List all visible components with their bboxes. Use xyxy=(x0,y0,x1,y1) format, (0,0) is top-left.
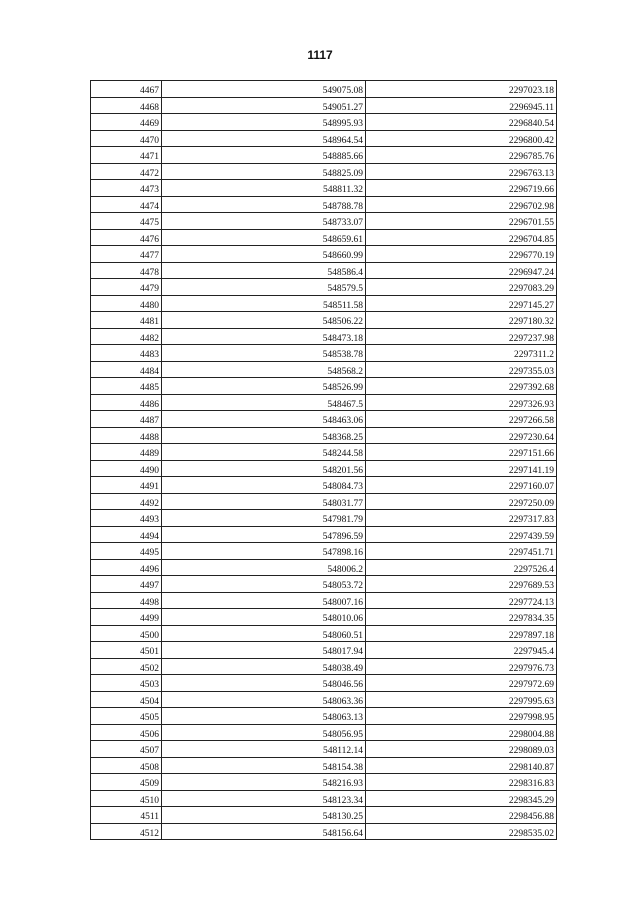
table-row xyxy=(91,757,557,774)
x-coordinate-cell: 548046.56 xyxy=(162,675,366,692)
point-number-cell: 4483 xyxy=(91,345,162,362)
point-number-cell: 4487 xyxy=(91,411,162,428)
x-coordinate-cell: 548506.22 xyxy=(162,312,366,329)
table-row xyxy=(91,262,557,279)
point-number-cell: 4512 xyxy=(91,823,162,840)
table-row xyxy=(91,328,557,345)
y-coordinate-cell: 2296702.98 xyxy=(366,196,557,213)
y-coordinate-cell: 2297834.35 xyxy=(366,609,557,626)
table-row xyxy=(91,81,557,98)
point-number-cell: 4502 xyxy=(91,658,162,675)
table-row xyxy=(91,180,557,197)
x-coordinate-cell: 548156.64 xyxy=(162,823,366,840)
point-number-cell: 4482 xyxy=(91,328,162,345)
y-coordinate-cell: 2296947.24 xyxy=(366,262,557,279)
point-number-cell: 4484 xyxy=(91,361,162,378)
point-number-cell: 4477 xyxy=(91,246,162,263)
x-coordinate-cell: 548659.61 xyxy=(162,229,366,246)
point-number-cell: 4500 xyxy=(91,625,162,642)
y-coordinate-cell: 2297451.71 xyxy=(366,543,557,560)
table-row xyxy=(91,708,557,725)
point-number-cell: 4503 xyxy=(91,675,162,692)
table-row xyxy=(91,807,557,824)
point-number-cell: 4485 xyxy=(91,378,162,395)
point-number-cell: 4473 xyxy=(91,180,162,197)
x-coordinate-cell: 548201.56 xyxy=(162,460,366,477)
y-coordinate-cell: 2298004.88 xyxy=(366,724,557,741)
point-number-cell: 4488 xyxy=(91,427,162,444)
x-coordinate-cell: 548010.06 xyxy=(162,609,366,626)
point-number-cell: 4475 xyxy=(91,213,162,230)
y-coordinate-cell: 2297976.73 xyxy=(366,658,557,675)
table-row xyxy=(91,114,557,131)
point-number-cell: 4508 xyxy=(91,757,162,774)
point-number-cell: 4479 xyxy=(91,279,162,296)
table-row xyxy=(91,246,557,263)
x-coordinate-cell: 548154.38 xyxy=(162,757,366,774)
x-coordinate-cell: 547898.16 xyxy=(162,543,366,560)
y-coordinate-cell: 2298316.83 xyxy=(366,774,557,791)
x-coordinate-cell: 547981.79 xyxy=(162,510,366,527)
table-row xyxy=(91,427,557,444)
point-number-cell: 4493 xyxy=(91,510,162,527)
y-coordinate-cell: 2297439.59 xyxy=(366,526,557,543)
point-number-cell: 4498 xyxy=(91,592,162,609)
table-row xyxy=(91,691,557,708)
x-coordinate-cell: 548538.78 xyxy=(162,345,366,362)
x-coordinate-cell: 548063.36 xyxy=(162,691,366,708)
y-coordinate-cell: 2297972.69 xyxy=(366,675,557,692)
x-coordinate-cell: 548063.13 xyxy=(162,708,366,725)
table-row xyxy=(91,576,557,593)
y-coordinate-cell: 2296840.54 xyxy=(366,114,557,131)
y-coordinate-cell: 2296785.76 xyxy=(366,147,557,164)
x-coordinate-cell: 549051.27 xyxy=(162,97,366,114)
point-number-cell: 4495 xyxy=(91,543,162,560)
x-coordinate-cell: 548825.09 xyxy=(162,163,366,180)
table-row xyxy=(91,279,557,296)
y-coordinate-cell: 2296701.55 xyxy=(366,213,557,230)
y-coordinate-cell: 2297998.95 xyxy=(366,708,557,725)
x-coordinate-cell: 548568.2 xyxy=(162,361,366,378)
x-coordinate-cell: 548473.18 xyxy=(162,328,366,345)
table-row xyxy=(91,295,557,312)
table-row xyxy=(91,609,557,626)
y-coordinate-cell: 2297526.4 xyxy=(366,559,557,576)
x-coordinate-cell: 549075.08 xyxy=(162,81,366,98)
x-coordinate-cell: 548123.34 xyxy=(162,790,366,807)
point-number-cell: 4478 xyxy=(91,262,162,279)
point-number-cell: 4504 xyxy=(91,691,162,708)
table-row xyxy=(91,790,557,807)
x-coordinate-cell: 548084.73 xyxy=(162,477,366,494)
y-coordinate-cell: 2297311.2 xyxy=(366,345,557,362)
point-number-cell: 4490 xyxy=(91,460,162,477)
table-row xyxy=(91,510,557,527)
y-coordinate-cell: 2297326.93 xyxy=(366,394,557,411)
point-number-cell: 4501 xyxy=(91,642,162,659)
point-number-cell: 4474 xyxy=(91,196,162,213)
table-row xyxy=(91,823,557,840)
x-coordinate-cell: 548031.77 xyxy=(162,493,366,510)
y-coordinate-cell: 2298456.88 xyxy=(366,807,557,824)
table-row xyxy=(91,411,557,428)
table-row xyxy=(91,741,557,758)
y-coordinate-cell: 2296770.19 xyxy=(366,246,557,263)
point-number-cell: 4476 xyxy=(91,229,162,246)
point-number-cell: 4506 xyxy=(91,724,162,741)
x-coordinate-cell: 548463.06 xyxy=(162,411,366,428)
x-coordinate-cell: 548885.66 xyxy=(162,147,366,164)
y-coordinate-cell: 2297392.68 xyxy=(366,378,557,395)
table-row xyxy=(91,361,557,378)
x-coordinate-cell: 548056.95 xyxy=(162,724,366,741)
point-number-cell: 4496 xyxy=(91,559,162,576)
table-row xyxy=(91,642,557,659)
x-coordinate-cell: 548060.51 xyxy=(162,625,366,642)
x-coordinate-cell: 548244.58 xyxy=(162,444,366,461)
table-row xyxy=(91,460,557,477)
table-row xyxy=(91,526,557,543)
x-coordinate-cell: 547896.59 xyxy=(162,526,366,543)
point-number-cell: 4489 xyxy=(91,444,162,461)
y-coordinate-cell: 2296945.11 xyxy=(366,97,557,114)
y-coordinate-cell: 2297151.66 xyxy=(366,444,557,461)
table-row xyxy=(91,724,557,741)
x-coordinate-cell: 548053.72 xyxy=(162,576,366,593)
table-row xyxy=(91,312,557,329)
point-number-cell: 4509 xyxy=(91,774,162,791)
point-number-cell: 4470 xyxy=(91,130,162,147)
y-coordinate-cell: 2298140.87 xyxy=(366,757,557,774)
y-coordinate-cell: 2297180.32 xyxy=(366,312,557,329)
y-coordinate-cell: 2297355.03 xyxy=(366,361,557,378)
coordinates-table-body xyxy=(91,81,557,840)
page-number: 1117 xyxy=(307,48,333,62)
table-row xyxy=(91,130,557,147)
point-number-cell: 4497 xyxy=(91,576,162,593)
table-row xyxy=(91,213,557,230)
table-row xyxy=(91,658,557,675)
y-coordinate-cell: 2297083.29 xyxy=(366,279,557,296)
point-number-cell: 4511 xyxy=(91,807,162,824)
y-coordinate-cell: 2297141.19 xyxy=(366,460,557,477)
y-coordinate-cell: 2297724.13 xyxy=(366,592,557,609)
x-coordinate-cell: 548368.25 xyxy=(162,427,366,444)
y-coordinate-cell: 2297897.18 xyxy=(366,625,557,642)
x-coordinate-cell: 548511.58 xyxy=(162,295,366,312)
point-number-cell: 4469 xyxy=(91,114,162,131)
point-number-cell: 4471 xyxy=(91,147,162,164)
point-number-cell: 4472 xyxy=(91,163,162,180)
y-coordinate-cell: 2297689.53 xyxy=(366,576,557,593)
table-row xyxy=(91,345,557,362)
x-coordinate-cell: 548586.4 xyxy=(162,262,366,279)
y-coordinate-cell: 2297266.58 xyxy=(366,411,557,428)
y-coordinate-cell: 2298535.02 xyxy=(366,823,557,840)
x-coordinate-cell: 548811.32 xyxy=(162,180,366,197)
point-number-cell: 4505 xyxy=(91,708,162,725)
point-number-cell: 4491 xyxy=(91,477,162,494)
x-coordinate-cell: 548038.49 xyxy=(162,658,366,675)
table-row xyxy=(91,774,557,791)
y-coordinate-cell: 2297237.98 xyxy=(366,328,557,345)
table-row xyxy=(91,543,557,560)
table-row xyxy=(91,97,557,114)
point-number-cell: 4492 xyxy=(91,493,162,510)
point-number-cell: 4510 xyxy=(91,790,162,807)
y-coordinate-cell: 2297995.63 xyxy=(366,691,557,708)
table-row xyxy=(91,229,557,246)
x-coordinate-cell: 548579.5 xyxy=(162,279,366,296)
y-coordinate-cell: 2296800.42 xyxy=(366,130,557,147)
coordinates-table xyxy=(90,80,557,840)
point-number-cell: 4507 xyxy=(91,741,162,758)
point-number-cell: 4467 xyxy=(91,81,162,98)
x-coordinate-cell: 548733.07 xyxy=(162,213,366,230)
table-row xyxy=(91,592,557,609)
x-coordinate-cell: 548112.14 xyxy=(162,741,366,758)
table-row xyxy=(91,559,557,576)
table-row xyxy=(91,625,557,642)
y-coordinate-cell: 2297023.18 xyxy=(366,81,557,98)
point-number-cell: 4499 xyxy=(91,609,162,626)
x-coordinate-cell: 548007.16 xyxy=(162,592,366,609)
table-row xyxy=(91,477,557,494)
point-number-cell: 4494 xyxy=(91,526,162,543)
y-coordinate-cell: 2296719.66 xyxy=(366,180,557,197)
y-coordinate-cell: 2298345.29 xyxy=(366,790,557,807)
table-row xyxy=(91,675,557,692)
table-row xyxy=(91,378,557,395)
y-coordinate-cell: 2296763.13 xyxy=(366,163,557,180)
table-row xyxy=(91,394,557,411)
x-coordinate-cell: 548964.54 xyxy=(162,130,366,147)
x-coordinate-cell: 548660.99 xyxy=(162,246,366,263)
y-coordinate-cell: 2297250.09 xyxy=(366,493,557,510)
table-row xyxy=(91,444,557,461)
y-coordinate-cell: 2298089.03 xyxy=(366,741,557,758)
x-coordinate-cell: 548017.94 xyxy=(162,642,366,659)
x-coordinate-cell: 548995.93 xyxy=(162,114,366,131)
table-row xyxy=(91,147,557,164)
y-coordinate-cell: 2297317.83 xyxy=(366,510,557,527)
y-coordinate-cell: 2296704.85 xyxy=(366,229,557,246)
x-coordinate-cell: 548216.93 xyxy=(162,774,366,791)
point-number-cell: 4468 xyxy=(91,97,162,114)
y-coordinate-cell: 2297230.64 xyxy=(366,427,557,444)
point-number-cell: 4481 xyxy=(91,312,162,329)
table-row xyxy=(91,196,557,213)
y-coordinate-cell: 2297160.07 xyxy=(366,477,557,494)
x-coordinate-cell: 548788.78 xyxy=(162,196,366,213)
y-coordinate-cell: 2297145.27 xyxy=(366,295,557,312)
point-number-cell: 4480 xyxy=(91,295,162,312)
x-coordinate-cell: 548006.2 xyxy=(162,559,366,576)
x-coordinate-cell: 548526.99 xyxy=(162,378,366,395)
point-number-cell: 4486 xyxy=(91,394,162,411)
y-coordinate-cell: 2297945.4 xyxy=(366,642,557,659)
table-row xyxy=(91,163,557,180)
table-row xyxy=(91,493,557,510)
x-coordinate-cell: 548130.25 xyxy=(162,807,366,824)
x-coordinate-cell: 548467.5 xyxy=(162,394,366,411)
